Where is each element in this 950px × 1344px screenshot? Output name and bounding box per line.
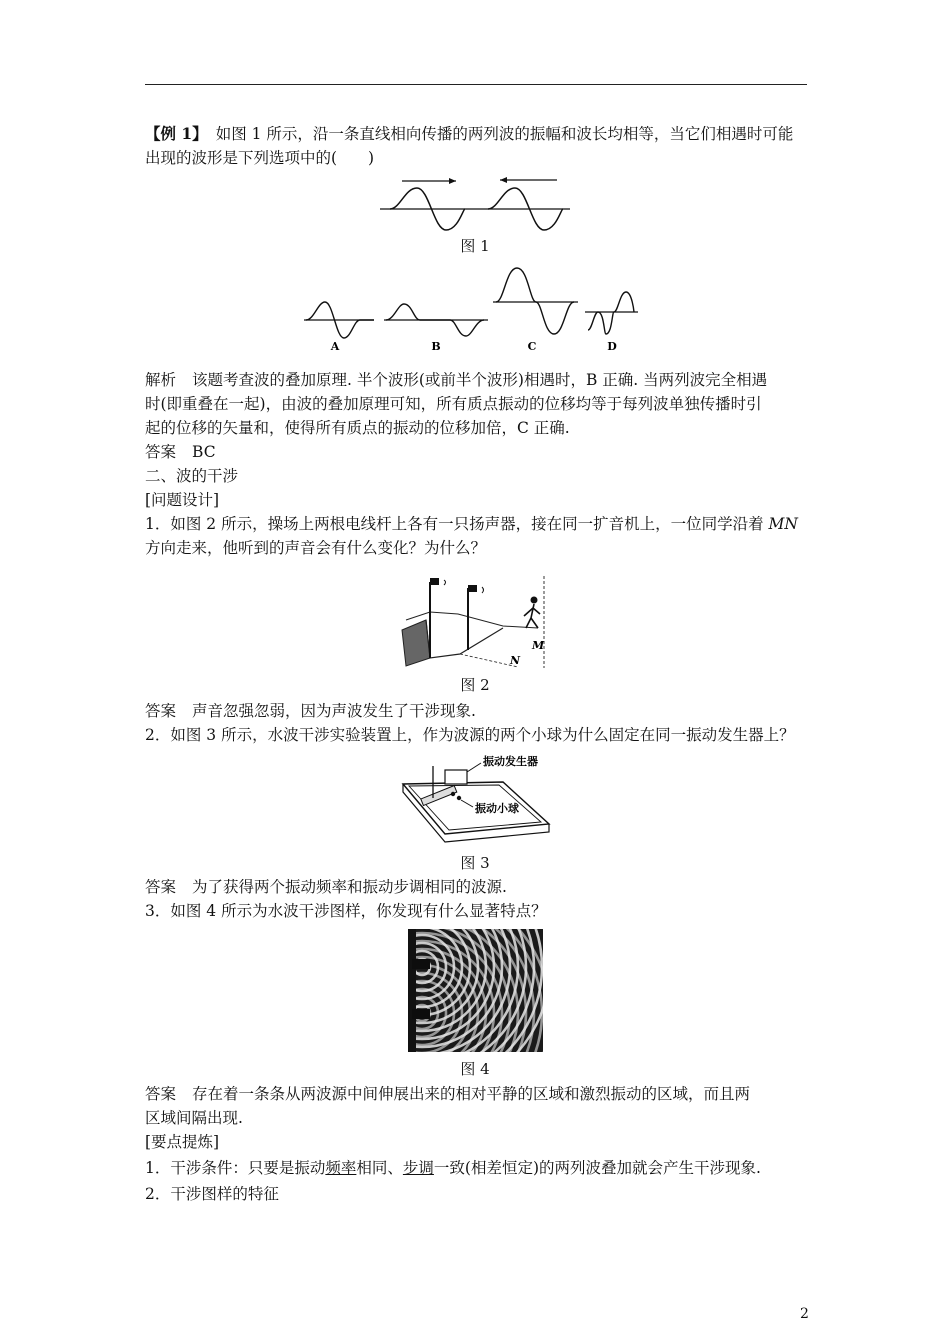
fig2-person-body: [524, 604, 540, 628]
kp1-frequency: 频率: [325, 1159, 357, 1177]
example1-line2: 出现的波形是下列选项中的( ): [145, 149, 375, 167]
fig3-label-generator: 振动发生器: [483, 755, 538, 768]
figure4-interference-photo: [408, 929, 543, 1052]
answer1: [145, 441, 216, 463]
section2-title: 二、波的干涉: [145, 467, 239, 485]
analysis-line2: 时(即重叠在一起)，由波的叠加原理可知，所有质点振动的位移均等于每列波单独传播时引: [145, 395, 762, 413]
fig2-speaker-left: [430, 578, 439, 585]
figure3-caption: 图 3: [460, 854, 490, 872]
answer-q2-label: 答案: [145, 878, 177, 896]
figure2-caption: 图 2: [460, 676, 490, 694]
fig3-ball-2: [457, 796, 461, 800]
figure4-caption: 图 4: [460, 1060, 490, 1078]
answer-q1: 答案 声音忽强忽弱，因为声波发生了干涉现象.: [145, 702, 476, 720]
example1-line1: 【例 1】 如图 1 所示，沿一条直线相向传播的两列波的振幅和波长均相等，当它们相遇时可能: [145, 124, 794, 143]
option-c-label: C: [527, 340, 537, 353]
analysis-label: 解析: [145, 371, 177, 389]
q2: 2．如图 3 所示，水波干涉实验装置上，作为波源的两个小球为什么固定在同一振动发生器上？: [145, 726, 795, 744]
answer-q1-label: 答案: [145, 702, 177, 720]
option-b-label: B: [431, 340, 441, 353]
fig2-wall-left: [402, 620, 430, 666]
fig2-label-m: M: [532, 639, 545, 652]
fig2-label-n: N: [510, 654, 521, 667]
fig4-source-2: [412, 1009, 430, 1019]
fig2-sound-right: [482, 587, 484, 593]
problem-design-heading: [问题设计]: [145, 491, 220, 509]
fig1-right-arrowhead: [449, 178, 456, 184]
fig4-source-1: [412, 959, 430, 969]
optC-wave: [496, 268, 574, 334]
fig3-ball-1: [451, 792, 455, 796]
fig1-left-arrowhead: [500, 177, 507, 183]
analysis-line1: 解析 该题考查波的叠加原理. 半个波形(或前半个波形)相遇时，B 正确. 当两列波完全相遇: [145, 371, 768, 389]
answer-q2: 答案 为了获得两个振动频率和振动步调相同的波源.: [145, 878, 507, 896]
fig2-sound-left: [444, 580, 446, 585]
option-d-label: D: [607, 340, 617, 353]
figure3-ripple-tank: [393, 752, 555, 844]
fig4-left-edge: [408, 929, 416, 1052]
fig3-bar: [421, 786, 457, 806]
answer-q3-label: 答案: [145, 1085, 177, 1103]
q1-line2: 方向走来，他听到的声音会有什么变化？为什么？: [145, 539, 487, 557]
optD-wave: [588, 292, 634, 334]
fig3-label-balls: 振动小球: [475, 802, 519, 815]
q1-mn: MN: [768, 515, 798, 533]
key-points-heading: [要点提炼]: [145, 1133, 220, 1151]
example1-tag: 【例 1】: [145, 124, 208, 143]
answer-q3-line1: 答案 存在着一条条从两波源中间伸展出来的相对平静的区域和激烈振动的区域，而且两: [145, 1085, 751, 1103]
fig3-generator: [445, 770, 467, 784]
fig3-pointer-balls: [461, 800, 473, 807]
answer1-text: BC: [192, 443, 216, 461]
kp1-phase: 步调: [402, 1159, 434, 1177]
analysis-line3: 起的位移的矢量和，使得所有质点的振动的位移加倍，C 正确.: [145, 419, 570, 437]
fig3-pointer-generator: [467, 763, 481, 772]
figure1-options: [300, 262, 645, 357]
header-rule: [145, 84, 807, 85]
figure1-opposing-waves: [370, 172, 580, 232]
key-point-2: 2．干涉图样的特征: [145, 1185, 279, 1203]
figure1-caption: 图 1: [460, 237, 490, 255]
q3: 3．如图 4 所示为水波干涉图样，你发现有什么显著特点？: [145, 902, 547, 920]
fig2-person-head: [531, 597, 538, 604]
q1-line1: 1．如图 2 所示，操场上两根电线杆上各有一只扬声器，接在同一扩音机上，一位同学沿着 MN: [145, 515, 798, 533]
page-number: 2: [800, 1306, 809, 1322]
option-a-label: A: [330, 340, 340, 353]
answer-q3-line2: 区域间隔出现.: [145, 1109, 243, 1127]
figure2-speakers-scene: [398, 572, 548, 670]
fig2-speaker-right: [468, 585, 477, 592]
answer1-label: 答案: [145, 443, 177, 461]
key-point-1: 1．干涉条件：只要是振动频率相同、步调一致(相差恒定)的两列波叠加就会产生干涉现象.: [145, 1159, 761, 1177]
fig2-field-edge: [426, 620, 503, 658]
